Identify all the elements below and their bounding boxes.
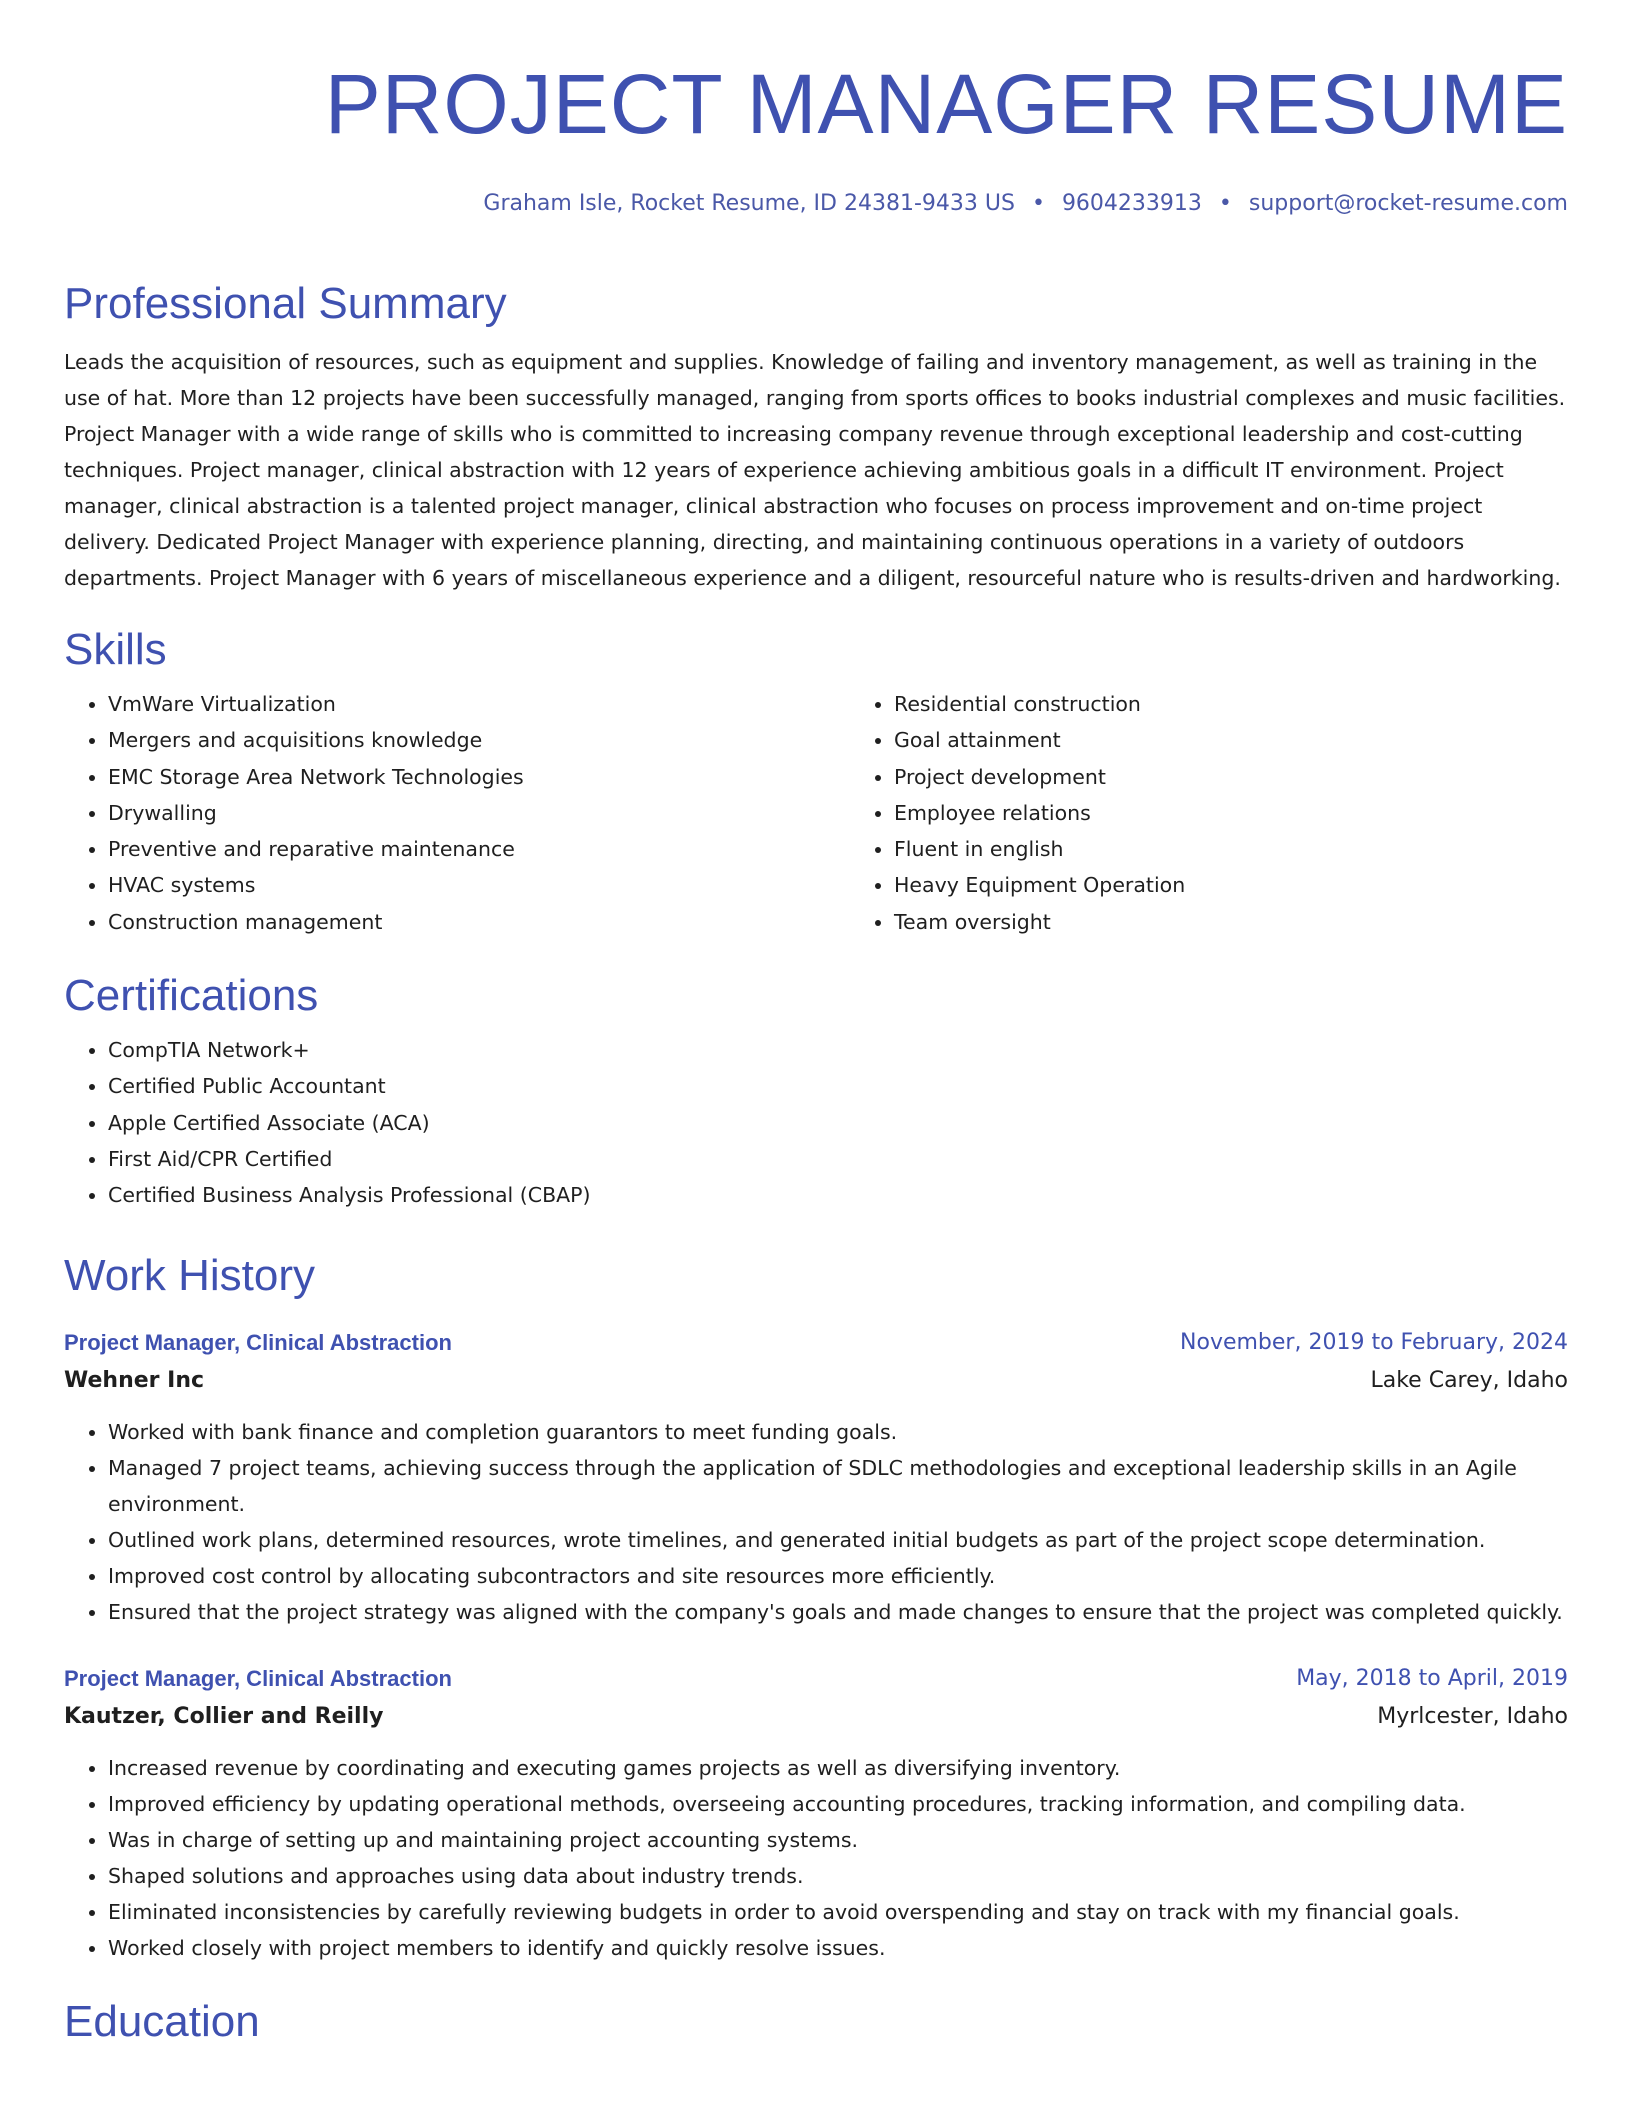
skill-item: • Project development	[894, 759, 1185, 795]
skill-item: • Goal attainment	[894, 722, 1185, 758]
contact-separator: •	[1031, 191, 1045, 216]
skill-item: • EMC Storage Area Network Technologies	[108, 759, 850, 795]
certification-item: • First Aid/CPR Certified	[108, 1141, 1568, 1177]
skill-item: • Heavy Equipment Operation	[894, 867, 1185, 903]
certification-item: • Apple Certified Associate (ACA)	[108, 1105, 1568, 1141]
contact-phone: 9604233913	[1061, 191, 1202, 216]
job-entry	[64, 1660, 1568, 1966]
skills-section	[64, 624, 1568, 940]
skills-columns	[64, 676, 1568, 940]
education-section	[64, 1996, 1568, 2048]
skill-item: • Mergers and acquisitions knowledge	[108, 722, 850, 758]
job-bullet: • Worked closely with project members to identify and quickly resolve issues.	[108, 1930, 1568, 1966]
contact-address: Graham Isle, Rocket Resume, ID 24381-9433 US	[483, 191, 1015, 216]
summary-section	[64, 278, 1568, 596]
job-bullet: • Ensured that the project strategy was aligned with the company's goals and made changes to ensure that the project was completed quickly.	[108, 1594, 1568, 1630]
summary-text: Leads the acquisition of resources, such as equipment and supplies. Knowledge of failing and inventory management, as well as training in the use of hat. More than 12 projects have been successfully managed, ranging from sports offices to books industrial complexes and music facilities. Project Manager with a wide range of skills who is committed to increasing company revenue through exceptional leadership and cost-cutting techniques. Project manager, clinical abstraction with 12 years of experience achieving ambitious goals in a difficult IT environment. Project manager, clinical abstraction is a talented project manager, clinical abstraction who focuses on process improvement and on-time project delivery. Dedicated Project Manager with experience planning, directing, and maintaining continuous operations in a variety of outdoors departments. Project Manager with 6 years of miscellaneous experience and a diligent, resourceful nature who is results-driven and hardworking.	[64, 350, 1566, 590]
work-history-section	[64, 1250, 1568, 1966]
contact-email[interactable]: support@rocket-resume.com	[1248, 191, 1568, 216]
job-bullet: • Shaped solutions and approaches using data about industry trends.	[108, 1858, 1568, 1894]
certification-item: • Certified Public Accountant	[108, 1068, 1568, 1104]
skill-item: • Team oversight	[894, 904, 1185, 940]
job-company: Wehner Inc	[64, 1367, 205, 1393]
skill-item: • Preventive and reparative maintenance	[108, 831, 850, 867]
job-bullet: • Worked with bank finance and completion guarantors to meet funding goals.	[108, 1414, 1568, 1450]
job-company-row	[64, 1698, 1568, 1736]
certifications-section	[64, 970, 1568, 1213]
job-company: Kautzer, Collier and Reilly	[64, 1703, 384, 1729]
skills-list-left	[64, 686, 850, 940]
job-bullet: • Improved efficiency by updating operational methods, overseeing accounting procedures, tracking information, and compiling data.	[108, 1786, 1568, 1822]
job-entry	[64, 1324, 1568, 1630]
certification-item: • Certified Business Analysis Professional (CBAP)	[108, 1177, 1568, 1213]
skill-item: • VmWare Virtualization	[108, 686, 850, 722]
skill-item: • Fluent in english	[894, 831, 1185, 867]
job-bullet: • Improved cost control by allocating subcontractors and site resources more efficiently.	[108, 1558, 1568, 1594]
work-history-heading: Work History	[64, 1250, 315, 1300]
job-bullet: • Managed 7 project teams, achieving success through the application of SDLC methodologies and exceptional leadership skills in an Agile environment.	[108, 1450, 1568, 1522]
job-location: Lake Carey, Idaho	[1370, 1367, 1568, 1393]
certifications-list	[64, 1032, 1568, 1213]
resume-header	[64, 0, 1568, 218]
skill-item: • Drywalling	[108, 795, 850, 831]
job-bullets	[64, 1414, 1568, 1630]
certifications-heading: Certifications	[64, 971, 319, 1021]
job-dates: November, 2019 to February, 2024	[1180, 1329, 1568, 1355]
job-location: Myrlcester, Idaho	[1377, 1703, 1568, 1729]
education-heading: Education	[64, 1996, 260, 2046]
skill-item: • Construction management	[108, 904, 850, 940]
job-bullets	[64, 1750, 1568, 1966]
job-bullet: • Outlined work plans, determined resources, wrote timelines, and generated initial budgets as part of the project scope determination.	[108, 1522, 1568, 1558]
resume-title: PROJECT MANAGER RESUME	[324, 57, 1568, 151]
skills-list-right	[850, 686, 1185, 940]
job-bullet: • Was in charge of setting up and maintaining project accounting systems.	[108, 1822, 1568, 1858]
job-bullet: • Increased revenue by coordinating and executing games projects as well as diversifying inventory.	[108, 1750, 1568, 1786]
contact-line	[64, 190, 1568, 218]
summary-heading: Professional Summary	[64, 279, 507, 328]
contact-separator: •	[1218, 191, 1232, 216]
skill-item: • Employee relations	[894, 795, 1185, 831]
skill-item: • Residential construction	[894, 686, 1185, 722]
skills-heading: Skills	[64, 625, 167, 674]
skill-item: • HVAC systems	[108, 867, 850, 903]
job-company-row	[64, 1362, 1568, 1400]
job-title: Project Manager, Clinical Abstraction	[64, 1329, 452, 1355]
job-dates: May, 2018 to April, 2019	[1296, 1665, 1568, 1691]
job-title-row	[64, 1660, 1568, 1698]
job-bullet: • Eliminated inconsistencies by carefully reviewing budgets in order to avoid overspending and stay on track with my financial goals.	[108, 1894, 1568, 1930]
job-title: Project Manager, Clinical Abstraction	[64, 1665, 452, 1691]
certification-item: • CompTIA Network+	[108, 1032, 1568, 1068]
job-title-row	[64, 1324, 1568, 1362]
